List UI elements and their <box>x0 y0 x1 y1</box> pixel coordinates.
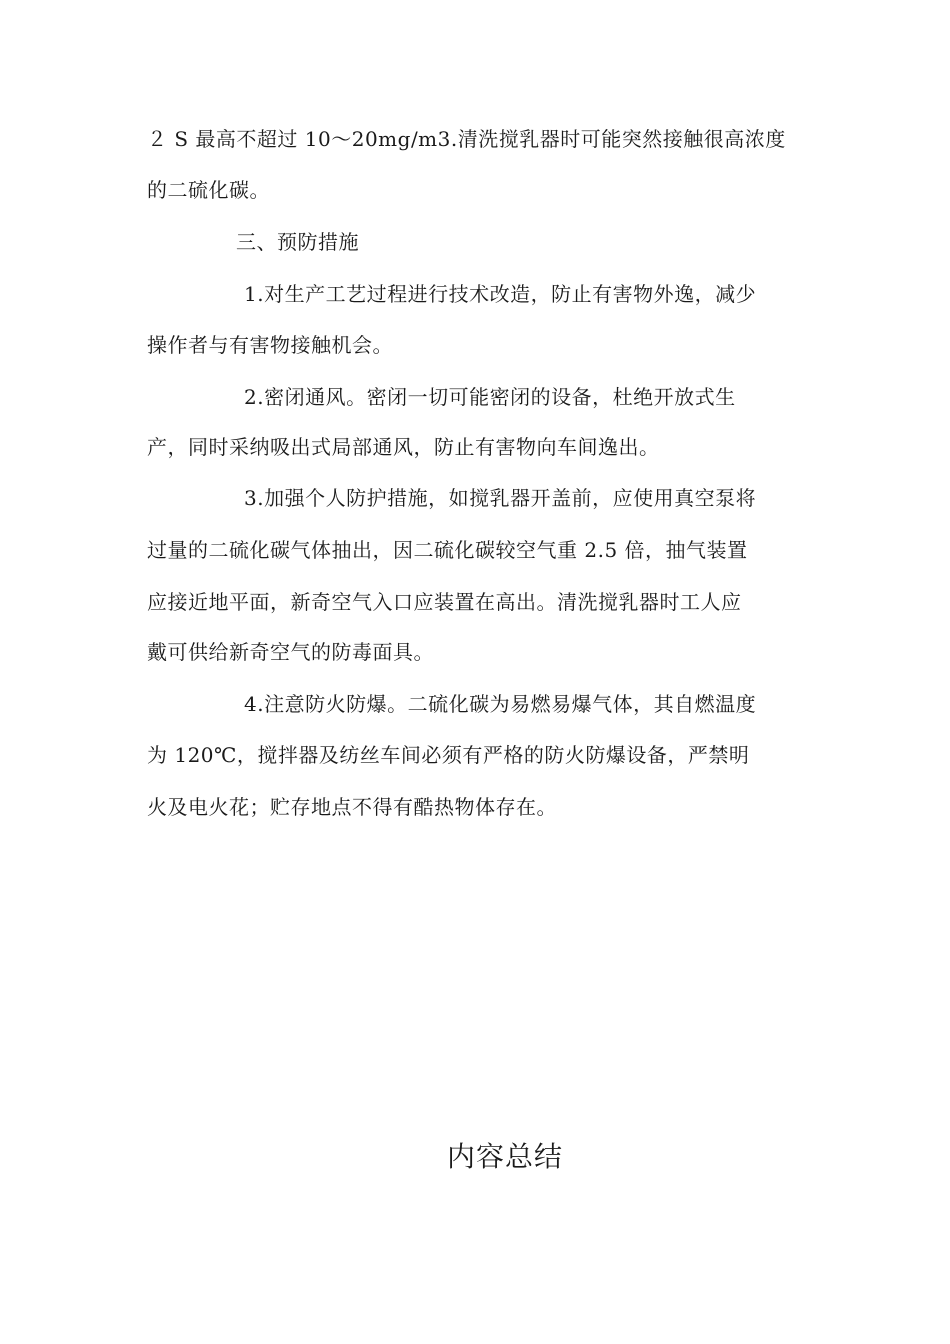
text-line-10: 应接近地平面，新奇空气入口应装置在高出。清洗搅乳器时工人应 <box>147 590 742 614</box>
text-line-4: 1.对生产工艺过程进行技术改造，防止有害物外逸，减少 <box>244 282 757 306</box>
summary-title: 内容总结 <box>446 1140 563 1173</box>
text-line-8: 3.加强个人防护措施，如搅乳器开盖前，应使用真空泵将 <box>244 486 757 510</box>
text-line-12: 4.注意防火防爆。二硫化碳为易燃易爆气体，其自燃温度 <box>244 692 757 716</box>
text-line-5: 操作者与有害物接触机会。 <box>147 333 393 357</box>
text-line-14: 火及电火花；贮存地点不得有酷热物体存在。 <box>147 795 557 819</box>
text-line-1: ２ S 最高不超过 10～20mg/m3.清洗搅乳器时可能突然接触很高浓度 <box>147 127 786 151</box>
text-line-6: 2.密闭通风。密闭一切可能密闭的设备，杜绝开放式生 <box>244 385 736 409</box>
text-line-2: 的二硫化碳。 <box>147 178 270 202</box>
text-line-9: 过量的二硫化碳气体抽出，因二硫化碳较空气重 2.5 倍，抽气装置 <box>147 538 748 562</box>
section-heading: 三、预防措施 <box>236 230 359 254</box>
text-line-7: 产，同时采纳吸出式局部通风，防止有害物向车间逸出。 <box>147 435 660 459</box>
text-line-11: 戴可供给新奇空气的防毒面具。 <box>147 640 434 664</box>
text-line-13: 为 120℃，搅拌器及纺丝车间必须有严格的防火防爆设备，严禁明 <box>147 743 750 767</box>
